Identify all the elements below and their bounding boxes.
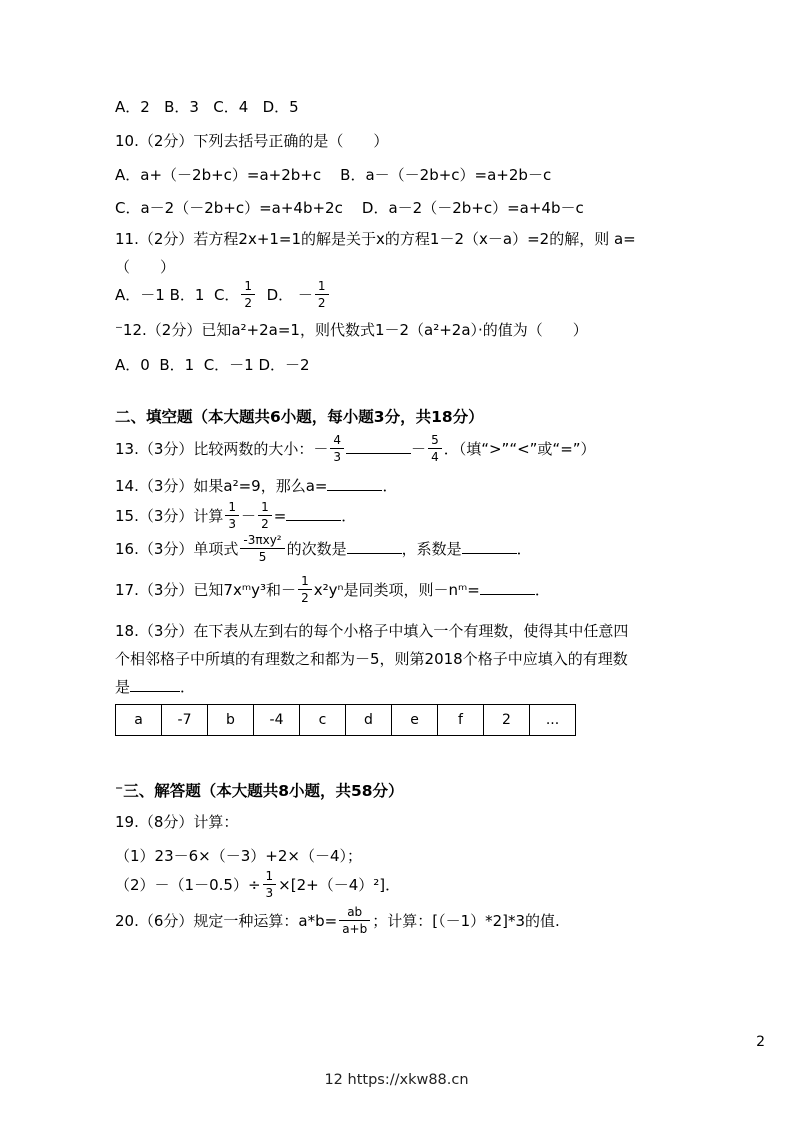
grid-cell: b [208,705,254,736]
answer-blank [327,475,382,491]
text-segment: 11.（2分）若方程2x+1=1的解是关于x的方程1－2（x－a）=2的解，则 a= [115,230,636,248]
q18-line1 [115,620,687,642]
grid-cell: a [116,705,162,736]
fraction [315,279,329,310]
text-segment: 10.（2分）下列去括号正确的是（ ） [115,132,389,150]
fraction-denominator: 2 [301,591,309,605]
text-segment: A．a+（－2b+c）=a+2b+c B．a－（－2b+c）=a+2b－c [115,166,552,184]
q11 [115,228,687,250]
fraction [225,500,239,531]
q12-options [115,354,687,376]
text-segment: 的次数是 [286,540,347,558]
text-segment: ，系数是 [401,540,462,558]
text-segment: x²yⁿ是同类项，则－nᵐ= [313,581,480,599]
fraction-numerator: 1 [263,869,277,885]
grid-cell: 2 [484,705,530,736]
text-segment: = [273,507,287,525]
fraction-denominator: 2 [261,517,269,531]
text-segment: 三、解答题（本大题共8小题，共58分） [123,782,404,800]
text-segment: D． － [257,286,313,304]
text-segment: A．0 B．1 C．－1 D．－2 [115,356,310,374]
table-row [116,705,576,736]
q12 [115,319,687,341]
text-segment: ⁻ [115,782,124,800]
fraction-numerator: 1 [225,500,239,516]
q18-table [115,704,576,736]
fraction [428,433,442,464]
fraction-denominator: 3 [228,517,237,531]
answer-blank [286,505,341,521]
q10-options-cd [115,197,687,219]
fraction [330,433,344,464]
grid-cell: c [300,705,346,736]
text-segment: ．（填“>”“<”或“=”） [443,440,596,458]
grid-cell: -7 [162,705,208,736]
footer-url: 12 https://xkw88.cn [324,1072,469,1088]
fraction-denominator: 4 [431,450,439,464]
q9-options [115,96,687,118]
answer-blank [130,676,180,692]
text-segment: 13.（3分）比较两数的大小：－ [115,440,329,458]
text-segment: ×[2+（－4）²]． [278,876,401,894]
grid-cell: e [392,705,438,736]
grid-cell: d [346,705,392,736]
text-segment: 15.（3分）计算 [115,507,224,525]
fraction [339,905,370,936]
text-segment: A．－1 B．1 C． [115,286,240,304]
q18-line3 [115,676,687,698]
text-segment: 是 [115,678,131,696]
q17 [115,575,687,606]
q10 [115,130,687,152]
section-3-heading [115,780,687,802]
page-number: 2 [756,1034,765,1050]
q19 [115,811,687,833]
fraction [258,500,272,531]
text-segment: （1）23－6×（－3）+2×（－4）； [115,847,363,865]
fraction-numerator: 5 [428,433,442,449]
fraction [298,574,312,605]
text-segment: 20.（6分）规定一种运算：a*b= [115,912,338,930]
fraction-denominator: a+b [342,922,368,936]
fraction-denominator: 3 [333,450,342,464]
text-segment: C．a－2（－2b+c）=a+4b+2c D．a－2（－2b+c）=a+4b－c [115,199,584,217]
section-2-heading [115,406,687,428]
text-segment: 12.（2分）已知a²+2a=1，则代数式1－2（a²+2a）·的值为（ ） [122,321,588,339]
text-segment: ． [516,540,532,558]
fraction [241,279,255,310]
q15 [115,501,687,532]
fraction-denominator: 2 [244,296,253,310]
text-segment: 19.（8分）计算： [115,813,239,831]
answer-blank [480,579,535,595]
q13 [115,434,687,465]
fraction-numerator: -3πxy² [240,533,284,549]
fraction-numerator: 1 [315,279,329,295]
text-segment: － [411,440,427,458]
fraction-numerator: ab [339,905,370,921]
text-segment: 14.（3分）如果a²=9，那么a= [115,477,328,495]
q19-part2 [115,870,687,901]
exam-content [115,96,687,937]
text-segment: 18.（3分）在下表从左到右的每个小格子中填入一个有理数，使得其中任意四 [115,622,629,640]
text-segment: （2）－（1－0.5）÷ [115,876,261,894]
grid-cell: ... [530,705,576,736]
q16 [115,534,687,565]
text-segment: 17.（3分）已知7xᵐy³和－ [115,581,297,599]
grid-cell: -4 [254,705,300,736]
q20 [115,906,687,937]
text-segment: ． [341,507,357,525]
text-segment: ． [382,477,398,495]
grid-cell: f [438,705,484,736]
text-segment: ． [180,678,196,696]
fraction-numerator: 1 [258,500,272,516]
answer-blank [346,438,411,454]
q14 [115,475,687,497]
text-segment: 个相邻格子中所填的有理数之和都为－5，则第2018个格子中应填入的有理数 [115,650,628,668]
answer-blank [462,538,517,554]
fraction-denominator: 5 [258,550,267,564]
answer-blank [347,538,402,554]
text-segment: 16.（3分）单项式 [115,540,239,558]
text-segment: 二、填空题（本大题共6小题，每小题3分，共18分） [115,408,484,426]
q19-part1 [115,845,687,867]
q10-options-ab [115,164,687,186]
text-segment: A．2 B．3 C．4 D．5 [115,98,299,116]
fraction [263,869,277,900]
text-segment: ；计算：[（－1）*2]*3的值. [372,912,560,930]
fraction-denominator: 2 [317,296,326,310]
q11-options [115,280,687,311]
fraction [240,533,284,564]
text-segment: （ ） [115,258,176,276]
text-segment: － [241,507,257,525]
fraction-denominator: 3 [265,886,274,900]
text-segment: ⁻ [115,321,123,339]
q18-line2 [115,648,687,670]
text-segment: ． [534,581,550,599]
fraction-numerator: 1 [298,574,312,590]
q11-cont [115,256,687,278]
fraction-numerator: 4 [330,433,344,449]
fraction-numerator: 1 [241,279,255,295]
